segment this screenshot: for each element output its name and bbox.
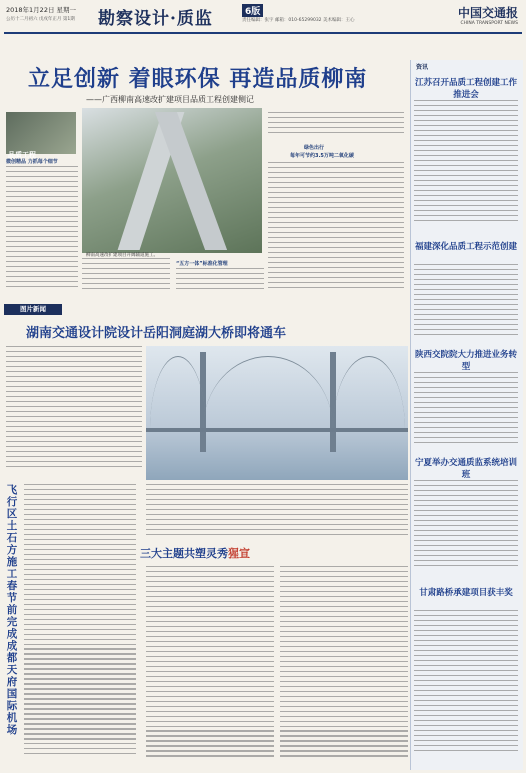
subheading-2: 绿色出行 <box>304 145 325 151</box>
brief-body-3 <box>414 372 518 452</box>
brief-body-5 <box>414 610 518 766</box>
lead-column-2 <box>82 258 170 298</box>
airport-vertical-headline: 飞行区土石方施工春节前完成 成都天府国际机场 <box>6 484 18 736</box>
section-title: 勘察设计·质监 <box>98 9 213 29</box>
lead-column-1 <box>6 166 78 298</box>
paper-english-name: CHINA TRANSPORT NEWS <box>460 21 518 26</box>
brief-title-5: 甘肃路桥承建项目获丰奖 <box>419 588 513 598</box>
issue-date: 2018年1月22日 星期一 <box>6 6 77 14</box>
lead-column-4-top <box>268 112 404 142</box>
brief-body-4 <box>414 480 518 576</box>
theme-article-top <box>146 484 408 542</box>
editor-credits: 责任编辑：张宇 邮箱：010-65299032 美术编辑：王心 <box>242 18 355 23</box>
subheading-3: 每年可节约3.5万吨二氧化碳 <box>290 153 354 159</box>
photo-news-tag: 图片新闻 <box>4 304 62 315</box>
lead-column-4 <box>268 162 404 298</box>
issue-subdate: 公历十二月初六 戊戌年正月 第1期 <box>6 17 75 22</box>
brief-title-3: 陕西交院院大力推进业务转型 <box>414 350 517 372</box>
brief-title-1: 江苏召开品质工程创建工作推进会 <box>414 78 517 100</box>
brief-body-2 <box>414 264 518 344</box>
lead-column-3 <box>176 268 264 298</box>
theme-headline <box>140 545 250 561</box>
theme-headline-main: 三大主题共塑灵秀 <box>140 547 228 560</box>
quality-badge-image <box>6 112 76 154</box>
paper-logo: 中国交通报 <box>457 6 518 20</box>
brief-title-2: 福建深化品质工程示范创建 <box>414 242 517 252</box>
brief-body-1 <box>414 100 518 236</box>
airport-article-text <box>24 484 136 766</box>
bridge-headline: 湖南交通设计院设计岳阳洞庭湖大桥即将通车 <box>26 326 287 341</box>
brief-title-4: 宁夏举办交通质监系统培训班 <box>414 458 517 480</box>
lead-headline: 立足创新 着眼环保 再造品质柳南 <box>28 66 368 92</box>
theme-article-col-2 <box>280 566 408 766</box>
briefs-tag: 资讯 <box>416 64 429 71</box>
theme-article-col-1 <box>146 566 274 766</box>
photo-caption: 柳南高速改扩建项目开阔辅道施工。 <box>86 253 158 258</box>
bridge-article-text <box>6 346 142 478</box>
subheading-4: “五方一体”标准化管理 <box>176 261 228 267</box>
subheading-1: 微创精品 力抓每个细节 <box>6 159 58 165</box>
theme-headline-emphasis: 猩宣 <box>228 547 250 560</box>
lead-subhead: ——广西柳南高速改扩建项目品质工程创建侧记 <box>86 95 254 104</box>
quality-tag: 品质工程 <box>8 151 36 159</box>
page-number: 6版 <box>242 4 263 17</box>
masthead <box>4 2 522 34</box>
